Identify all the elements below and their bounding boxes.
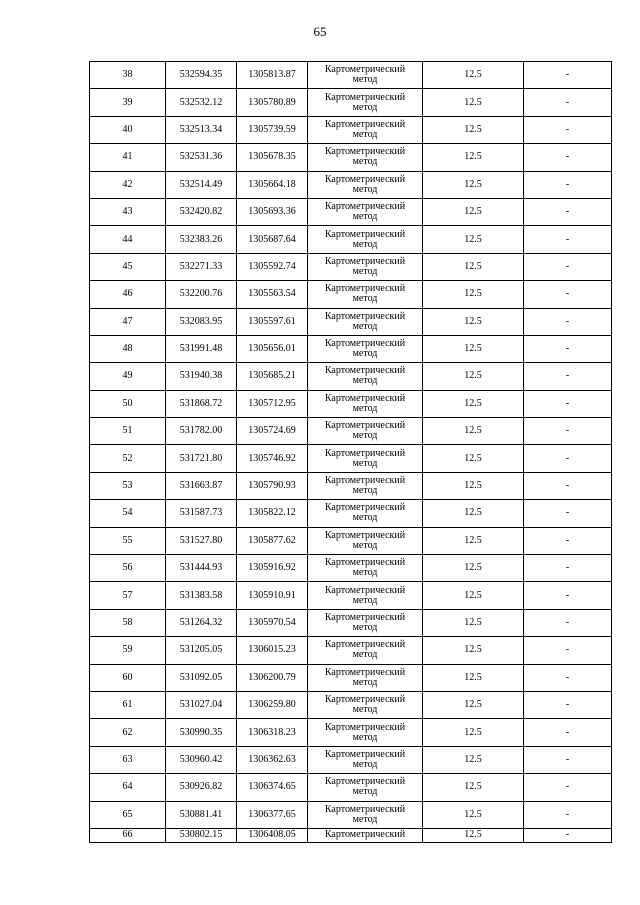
accuracy-cell: 12.5 — [423, 418, 524, 445]
point-number-cell: 61 — [90, 691, 166, 718]
accuracy-cell: 12.5 — [423, 62, 524, 89]
note-cell: - — [524, 62, 612, 89]
x-coordinate-cell: 530802.15 — [166, 828, 237, 842]
method-line-1: Картометрический — [324, 502, 406, 514]
accuracy-cell: 12.5 — [423, 171, 524, 198]
accuracy-cell: 12.5 — [423, 609, 524, 636]
accuracy-cell: 12.5 — [423, 281, 524, 308]
method-cell — [308, 281, 423, 308]
x-coordinate-cell: 531721.80 — [166, 445, 237, 472]
method-line-1: Картометрический — [324, 557, 406, 569]
point-number-cell: 63 — [90, 746, 166, 773]
method-line-2: метод — [352, 813, 378, 825]
accuracy-cell: 12.5 — [423, 308, 524, 335]
table-row — [90, 445, 612, 472]
x-coordinate-cell: 531782.00 — [166, 418, 237, 445]
table-row — [90, 774, 612, 801]
accuracy-cell: 12.5 — [423, 144, 524, 171]
point-number-cell: 41 — [90, 144, 166, 171]
point-number-cell: 59 — [90, 637, 166, 664]
x-coordinate-cell: 532531.36 — [166, 144, 237, 171]
method-line-2: метод — [352, 512, 378, 524]
coordinates-table — [89, 61, 612, 843]
x-coordinate-cell: 531663.87 — [166, 472, 237, 499]
point-number-cell: 54 — [90, 500, 166, 527]
note-cell: - — [524, 144, 612, 171]
method-line-2: метод — [352, 402, 378, 414]
table-row — [90, 335, 612, 362]
method-line-2: метод — [352, 731, 378, 743]
method-line-1: Картометрический — [324, 584, 406, 596]
method-line-2: метод — [352, 622, 378, 633]
method-line-1: Картометрический — [324, 666, 406, 678]
y-coordinate-cell: 1305592.74 — [237, 253, 308, 280]
table-row — [90, 308, 612, 335]
method-line-2: метод — [352, 74, 378, 86]
point-number-cell: 52 — [90, 445, 166, 472]
method-line-2: метод — [352, 265, 378, 277]
note-cell: - — [524, 609, 612, 636]
x-coordinate-cell: 531027.04 — [166, 691, 237, 718]
method-line-1: Картометрический — [324, 694, 406, 706]
y-coordinate-cell: 1305678.35 — [237, 144, 308, 171]
method-line-1: Картометрический — [324, 365, 406, 377]
method-cell — [308, 445, 423, 472]
method-line-1: Картометрический — [324, 146, 406, 158]
method-cell — [308, 171, 423, 198]
method-line-1: Картометрический — [324, 255, 406, 267]
table-row — [90, 363, 612, 390]
x-coordinate-cell: 531205.05 — [166, 637, 237, 664]
point-number-cell: 42 — [90, 171, 166, 198]
note-cell: - — [524, 363, 612, 390]
method-cell — [308, 418, 423, 445]
method-cell — [308, 253, 423, 280]
method-line-2: метод — [352, 293, 378, 305]
y-coordinate-cell: 1305970.54 — [237, 609, 308, 636]
y-coordinate-cell: 1305724.69 — [237, 418, 308, 445]
table-row — [90, 719, 612, 746]
point-number-cell: 64 — [90, 774, 166, 801]
method-cell — [308, 390, 423, 417]
y-coordinate-cell: 1305563.54 — [237, 281, 308, 308]
note-cell: - — [524, 527, 612, 554]
method-cell — [308, 472, 423, 499]
method-cell — [308, 746, 423, 773]
method-line-2: метод — [352, 430, 378, 442]
y-coordinate-cell: 1306015.23 — [237, 637, 308, 664]
method-line-2: метод — [352, 156, 378, 168]
accuracy-cell: 12.5 — [423, 691, 524, 718]
y-coordinate-cell: 1305822.12 — [237, 500, 308, 527]
x-coordinate-cell: 531868.72 — [166, 390, 237, 417]
note-cell: - — [524, 226, 612, 253]
accuracy-cell: 12.5 — [423, 828, 524, 842]
accuracy-cell: 12.5 — [423, 555, 524, 582]
note-cell: - — [524, 116, 612, 143]
y-coordinate-cell: 1306318.23 — [237, 719, 308, 746]
method-line-2: метод — [352, 375, 378, 387]
table-row — [90, 253, 612, 280]
method-cell — [308, 308, 423, 335]
y-coordinate-cell: 1305712.95 — [237, 390, 308, 417]
y-coordinate-cell: 1305790.93 — [237, 472, 308, 499]
method-line-1: Картометрический — [324, 529, 406, 541]
x-coordinate-cell: 530881.41 — [166, 801, 237, 828]
point-number-cell: 66 — [90, 828, 166, 842]
table-row — [90, 62, 612, 89]
table-row — [90, 500, 612, 527]
method-line-1: Картометрический — [324, 447, 406, 459]
point-number-cell: 45 — [90, 253, 166, 280]
x-coordinate-cell: 532383.26 — [166, 226, 237, 253]
x-coordinate-cell: 532083.95 — [166, 308, 237, 335]
accuracy-cell: 12.5 — [423, 472, 524, 499]
accuracy-cell: 12.5 — [423, 801, 524, 828]
method-line-1: Картометрический — [324, 201, 406, 213]
accuracy-cell: 12.5 — [423, 582, 524, 609]
y-coordinate-cell: 1306259.80 — [237, 691, 308, 718]
note-cell: - — [524, 171, 612, 198]
y-coordinate-cell: 1305656.01 — [237, 335, 308, 362]
note-cell: - — [524, 828, 612, 842]
point-number-cell: 49 — [90, 363, 166, 390]
table-row — [90, 144, 612, 171]
point-number-cell: 50 — [90, 390, 166, 417]
x-coordinate-cell: 532271.33 — [166, 253, 237, 280]
y-coordinate-cell: 1305916.92 — [237, 555, 308, 582]
method-line-2: метод — [352, 320, 378, 332]
method-cell — [308, 555, 423, 582]
x-coordinate-cell: 531444.93 — [166, 555, 237, 582]
method-line-2: метод — [352, 704, 378, 716]
table-row — [90, 390, 612, 417]
method-line-1: Картометрический — [324, 228, 406, 240]
method-line-2: метод — [352, 567, 378, 579]
method-line-2: метод — [352, 348, 378, 360]
table-row — [90, 281, 612, 308]
method-line-2: метод — [352, 238, 378, 250]
method-line-2: метод — [352, 594, 378, 606]
x-coordinate-cell: 531991.48 — [166, 335, 237, 362]
method-cell — [308, 609, 423, 636]
table-row — [90, 801, 612, 828]
note-cell: - — [524, 691, 612, 718]
method-line-1: Картометрический — [324, 776, 406, 788]
note-cell: - — [524, 445, 612, 472]
note-cell: - — [524, 89, 612, 116]
note-cell: - — [524, 801, 612, 828]
method-line-2: метод — [352, 457, 378, 469]
table-row — [90, 226, 612, 253]
table-row — [90, 527, 612, 554]
method-line-1: Картометрический — [324, 721, 406, 733]
method-cell — [308, 62, 423, 89]
point-number-cell: 47 — [90, 308, 166, 335]
accuracy-cell: 12.5 — [423, 527, 524, 554]
y-coordinate-cell: 1305597.61 — [237, 308, 308, 335]
method-line-1: Картометрический — [324, 639, 406, 651]
note-cell: - — [524, 774, 612, 801]
accuracy-cell: 12.5 — [423, 390, 524, 417]
table-row — [90, 171, 612, 198]
x-coordinate-cell: 532532.12 — [166, 89, 237, 116]
table-row — [90, 746, 612, 773]
method-line-1: Картометрический — [324, 612, 406, 623]
x-coordinate-cell: 530990.35 — [166, 719, 237, 746]
method-line-2: метод — [352, 183, 378, 195]
point-number-cell: 43 — [90, 198, 166, 225]
accuracy-cell: 12.5 — [423, 637, 524, 664]
method-line-1: Картометрический — [324, 91, 406, 103]
method-line-1: Картометрический — [324, 310, 406, 322]
point-number-cell: 48 — [90, 335, 166, 362]
table-row — [90, 472, 612, 499]
point-number-cell: 40 — [90, 116, 166, 143]
method-line-2: метод — [352, 676, 378, 688]
method-line-2: метод — [352, 758, 378, 770]
y-coordinate-cell: 1305813.87 — [237, 62, 308, 89]
accuracy-cell: 12.5 — [423, 719, 524, 746]
method-line-1: Картометрический — [324, 173, 406, 185]
table-row — [90, 555, 612, 582]
method-line-2: метод — [352, 786, 378, 798]
method-cell — [308, 527, 423, 554]
x-coordinate-cell: 532513.34 — [166, 116, 237, 143]
accuracy-cell: 12.5 — [423, 664, 524, 691]
point-number-cell: 57 — [90, 582, 166, 609]
accuracy-cell: 12.5 — [423, 89, 524, 116]
note-cell: - — [524, 335, 612, 362]
method-cell — [308, 828, 423, 842]
y-coordinate-cell: 1305739.59 — [237, 116, 308, 143]
method-line-1: Картометрический — [324, 475, 406, 487]
method-cell — [308, 801, 423, 828]
note-cell: - — [524, 390, 612, 417]
x-coordinate-cell: 530926.82 — [166, 774, 237, 801]
note-cell: - — [524, 582, 612, 609]
table-row — [90, 89, 612, 116]
note-cell: - — [524, 198, 612, 225]
note-cell: - — [524, 555, 612, 582]
page-number: 65 — [313, 24, 327, 39]
accuracy-cell: 12.5 — [423, 226, 524, 253]
note-cell: - — [524, 746, 612, 773]
note-cell: - — [524, 664, 612, 691]
point-number-cell: 46 — [90, 281, 166, 308]
x-coordinate-cell: 531092.05 — [166, 664, 237, 691]
method-cell — [308, 637, 423, 664]
accuracy-cell: 12.5 — [423, 774, 524, 801]
method-line-1: Картометрический — [324, 64, 406, 76]
note-cell: - — [524, 500, 612, 527]
table-row — [90, 116, 612, 143]
accuracy-cell: 12.5 — [423, 746, 524, 773]
y-coordinate-cell: 1305664.18 — [237, 171, 308, 198]
table-row — [90, 418, 612, 445]
point-number-cell: 44 — [90, 226, 166, 253]
point-number-cell: 53 — [90, 472, 166, 499]
method-line-2: метод — [352, 101, 378, 113]
point-number-cell: 65 — [90, 801, 166, 828]
point-number-cell: 38 — [90, 62, 166, 89]
y-coordinate-cell: 1305685.21 — [237, 363, 308, 390]
method-line-1: Картометрический — [324, 803, 406, 815]
point-number-cell: 56 — [90, 555, 166, 582]
point-number-cell: 60 — [90, 664, 166, 691]
x-coordinate-cell: 531940.38 — [166, 363, 237, 390]
y-coordinate-cell: 1305746.92 — [237, 445, 308, 472]
method-line-1: Картометрический — [324, 283, 406, 295]
x-coordinate-cell: 531587.73 — [166, 500, 237, 527]
accuracy-cell: 12.5 — [423, 500, 524, 527]
accuracy-cell: 12.5 — [423, 335, 524, 362]
method-line-1: Картометрический — [324, 420, 406, 432]
y-coordinate-cell: 1306374.65 — [237, 774, 308, 801]
table-row — [90, 664, 612, 691]
method-cell — [308, 116, 423, 143]
table-row — [90, 691, 612, 718]
table-row — [90, 609, 612, 636]
y-coordinate-cell: 1306408.05 — [237, 828, 308, 842]
y-coordinate-cell: 1305910.91 — [237, 582, 308, 609]
method-cell — [308, 500, 423, 527]
method-cell — [308, 363, 423, 390]
note-cell: - — [524, 418, 612, 445]
method-line-1: Картометрический — [324, 828, 406, 840]
point-number-cell: 58 — [90, 609, 166, 636]
method-line-1: Картометрический — [324, 338, 406, 350]
y-coordinate-cell: 1305877.62 — [237, 527, 308, 554]
x-coordinate-cell: 532594.35 — [166, 62, 237, 89]
y-coordinate-cell: 1305687.64 — [237, 226, 308, 253]
note-cell: - — [524, 472, 612, 499]
method-line-1: Картометрический — [324, 118, 406, 130]
method-line-2: метод — [352, 211, 378, 223]
method-cell — [308, 144, 423, 171]
point-number-cell: 51 — [90, 418, 166, 445]
method-cell — [308, 226, 423, 253]
method-cell — [308, 691, 423, 718]
method-cell — [308, 719, 423, 746]
note-cell: - — [524, 719, 612, 746]
x-coordinate-cell: 532514.49 — [166, 171, 237, 198]
note-cell: - — [524, 637, 612, 664]
method-cell — [308, 89, 423, 116]
table-row — [90, 637, 612, 664]
method-line-1: Картометрический — [324, 748, 406, 760]
accuracy-cell: 12.5 — [423, 445, 524, 472]
note-cell: - — [524, 281, 612, 308]
note-cell: - — [524, 308, 612, 335]
accuracy-cell: 12.5 — [423, 116, 524, 143]
accuracy-cell: 12.5 — [423, 198, 524, 225]
table-row — [90, 582, 612, 609]
method-cell — [308, 335, 423, 362]
method-cell — [308, 582, 423, 609]
point-number-cell: 39 — [90, 89, 166, 116]
x-coordinate-cell: 532200.76 — [166, 281, 237, 308]
x-coordinate-cell: 530960.42 — [166, 746, 237, 773]
y-coordinate-cell: 1306362.63 — [237, 746, 308, 773]
x-coordinate-cell: 531527.80 — [166, 527, 237, 554]
method-line-1: Картометрический — [324, 392, 406, 404]
coordinates-table-body — [90, 62, 612, 843]
accuracy-cell: 12.5 — [423, 253, 524, 280]
method-line-2: метод — [352, 539, 378, 551]
method-cell — [308, 774, 423, 801]
x-coordinate-cell: 531383.58 — [166, 582, 237, 609]
y-coordinate-cell: 1305693.36 — [237, 198, 308, 225]
method-line-2: метод — [352, 128, 378, 140]
method-line-2: метод — [352, 649, 378, 661]
y-coordinate-cell: 1306377.65 — [237, 801, 308, 828]
note-cell: - — [524, 253, 612, 280]
y-coordinate-cell: 1305780.89 — [237, 89, 308, 116]
x-coordinate-cell: 532420.82 — [166, 198, 237, 225]
point-number-cell: 62 — [90, 719, 166, 746]
method-line-2: метод — [352, 485, 378, 497]
accuracy-cell: 12.5 — [423, 363, 524, 390]
y-coordinate-cell: 1306200.79 — [237, 664, 308, 691]
table-row — [90, 828, 612, 842]
point-number-cell: 55 — [90, 527, 166, 554]
method-cell — [308, 664, 423, 691]
x-coordinate-cell: 531264.32 — [166, 609, 237, 636]
table-row — [90, 198, 612, 225]
method-cell — [308, 198, 423, 225]
